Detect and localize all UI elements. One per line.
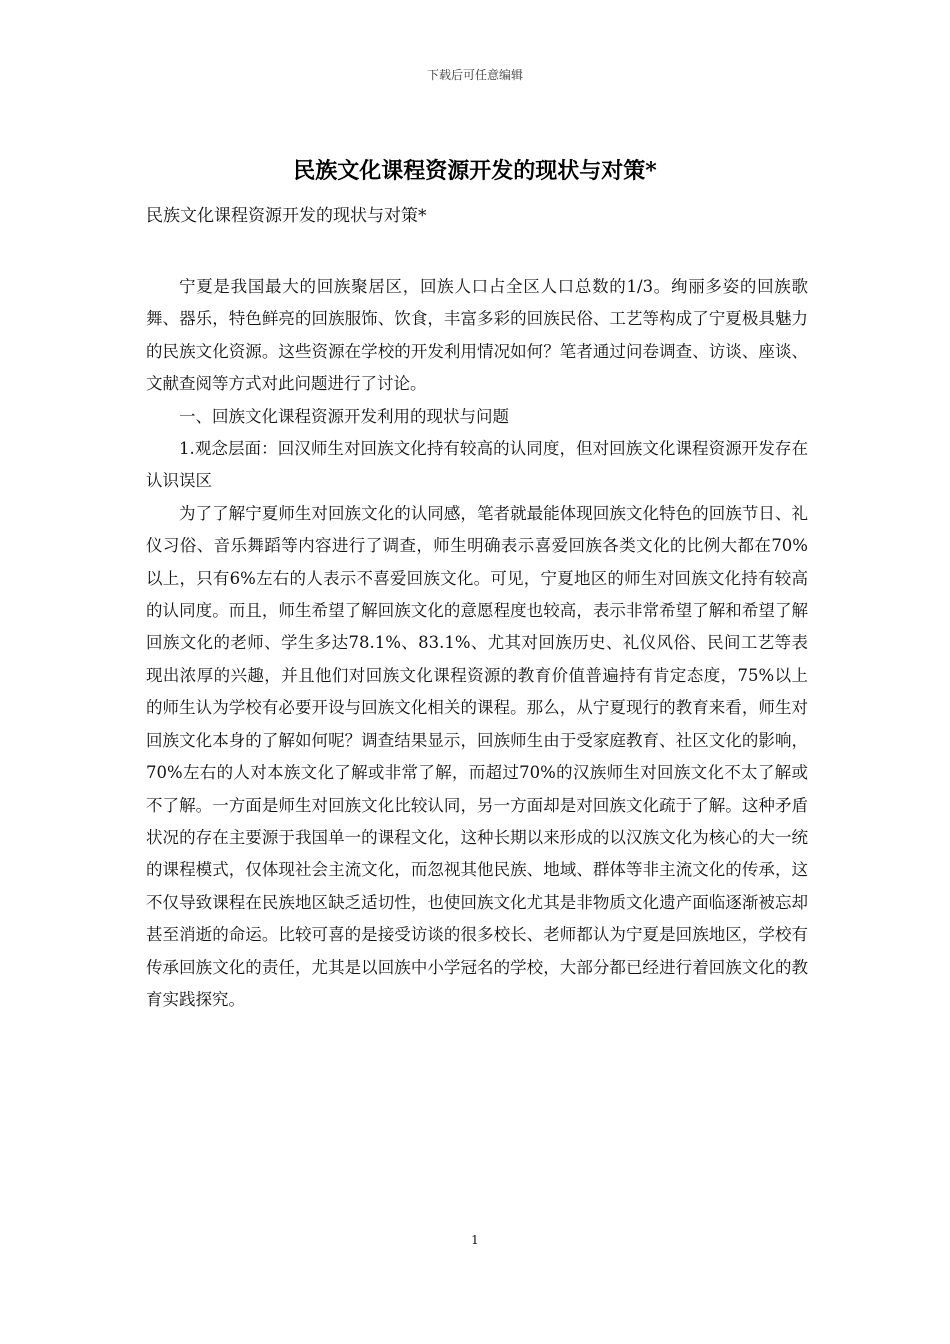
- subsection-heading: 1.观念层面：回汉师生对回族文化持有较高的认同度，但对回族文化课程资源开发存在认识误区: [146, 439, 808, 491]
- document-title: 民族文化课程资源开发的现状与对策*: [293, 158, 657, 184]
- document-body: [146, 271, 808, 1016]
- section-heading: 一、回族文化课程资源开发利用的现状与问题: [179, 406, 509, 426]
- document-subtitle: 民族文化课程资源开发的现状与对策*: [146, 206, 427, 226]
- page-header-note: 下载后可任意编辑: [426, 68, 523, 82]
- page-number: 1: [471, 1233, 479, 1247]
- paragraph-survey: 为了了解宁夏师生对回族文化的认同感，笔者就最能体现回族文化特色的回族节日、礼仪习俗、音乐舞蹈等内容进行了调查，师生明确表示喜爱回族各类文化的比例大都在70%以上，只有6%左右的人表示不喜爱回族文化。可见，宁夏地区的师生对回族文化持有较高的认同度。而且，师生希望了解回族文化的意愿程度也较高，表示非常希望了解和希望了解回族文化的老师、学生多达78.1%、83.1%、尤其对回族历史、礼仪风俗、民间工艺等表现出浓厚的兴趣，并且他们对回族文化课程资源的教育价值普遍持有肯定态度，75%以上的师生认为学校有必要开设与回族文化相关的课程。那么，从宁夏现行的教育来看，师生对回族文化本身的了解如何呢？调查结果显示，回族师生由于受家庭教育、社区文化的影响，70%左右的人对本族文化了解或非常了解，而超过70%的汉族师生对回族文化不太了解或不了解。一方面是师生对回族文化比较认同，另一方面却是对回族文化疏于了解。这种矛盾状况的存在主要源于我国单一的课程文化，这种长期以来形成的以汉族文化为核心的大一统的课程模式，仅体现社会主流文化，而忽视其他民族、地域、群体等非主流文化的传承，这不仅导致课程在民族地区缺乏适切性，也使回族文化尤其是非物质文化遗产面临逐渐被忘却甚至消逝的命运。比较可喜的是接受访谈的很多校长、老师都认为宁夏是回族地区，学校有传承回族文化的责任，尤其是以回族中小学冠名的学校，大部分都已经进行着回族文化的教育实践探究。: [146, 503, 808, 1009]
- paragraph-intro: 宁夏是我国最大的回族聚居区，回族人口占全区人口总数的1/3。绚丽多姿的回族歌舞、器乐，特色鲜亮的回族服饰、饮食，丰富多彩的回族民俗、工艺等构成了宁夏极具魅力的民族文化资源。这些资源在学校的开发利用情况如何？笔者通过问卷调查、访谈、座谈、文献查阅等方式对此问题进行了讨论。: [146, 277, 808, 394]
